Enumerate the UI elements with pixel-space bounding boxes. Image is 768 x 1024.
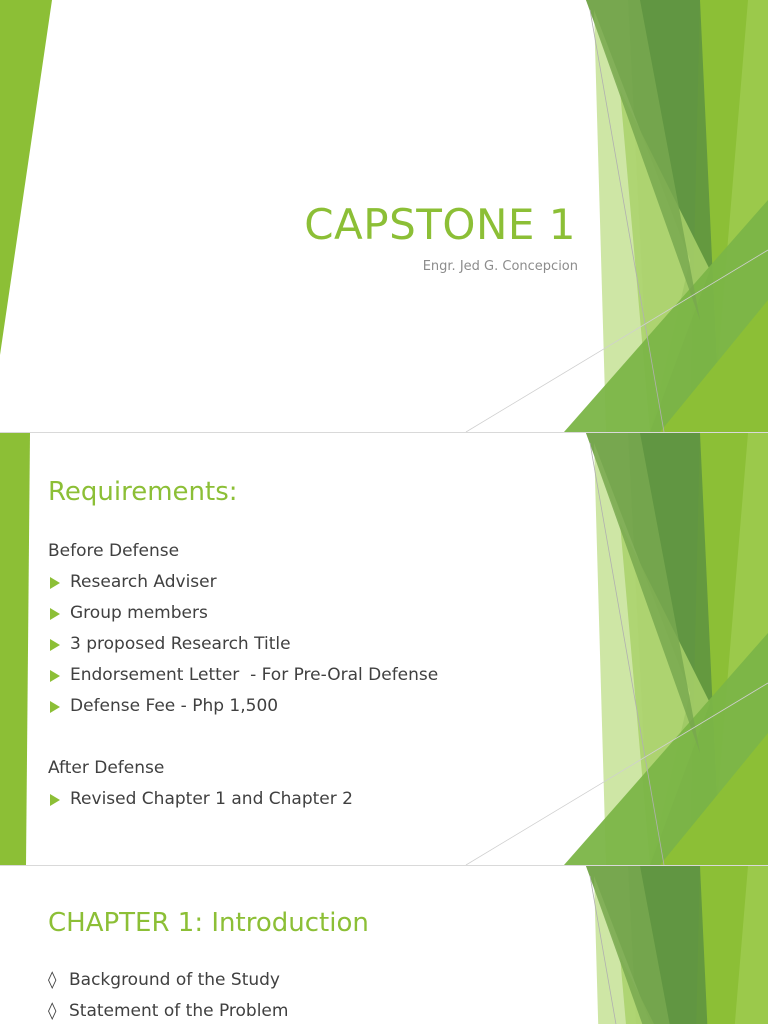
triangle-right-icon [50, 639, 60, 651]
list-item: ◊ Statement of the Problem [48, 996, 288, 1024]
chapter-slide [0, 866, 768, 1024]
list-item: Defense Fee - Php 1,500 [48, 691, 438, 722]
slide-heading: Requirements: [48, 477, 238, 507]
after-defense-label: After Defense [48, 758, 165, 778]
right-green-shapes [466, 866, 768, 1024]
before-defense-label: Before Defense [48, 541, 180, 561]
diamond-icon: ◊ [48, 1001, 57, 1021]
requirements-content [48, 536, 438, 815]
left-green-triangle [0, 0, 52, 355]
list-item: Revised Chapter 1 and Chapter 2 [48, 784, 438, 815]
list-item: Research Adviser [48, 567, 438, 598]
right-green-shapes [466, 433, 768, 865]
triangle-right-icon [50, 670, 60, 682]
left-green-bar [0, 433, 30, 865]
triangle-right-icon [50, 608, 60, 620]
list-item: Endorsement Letter - For Pre-Oral Defense [48, 660, 438, 691]
chapter-content [48, 965, 288, 1024]
triangle-right-icon [50, 701, 60, 713]
list-item: Group members [48, 598, 438, 629]
presentation-title: CAPSTONE 1 [304, 200, 576, 249]
diamond-icon: ◊ [48, 970, 57, 990]
triangle-right-icon [50, 577, 60, 589]
title-slide [0, 0, 768, 432]
slide-heading: CHAPTER 1: Introduction [48, 908, 369, 938]
list-item: 3 proposed Research Title [48, 629, 438, 660]
presentation-subtitle: Engr. Jed G. Concepcion [422, 259, 578, 274]
list-item: ◊ Background of the Study [48, 965, 288, 996]
triangle-right-icon [50, 794, 60, 806]
requirements-slide [0, 433, 768, 865]
